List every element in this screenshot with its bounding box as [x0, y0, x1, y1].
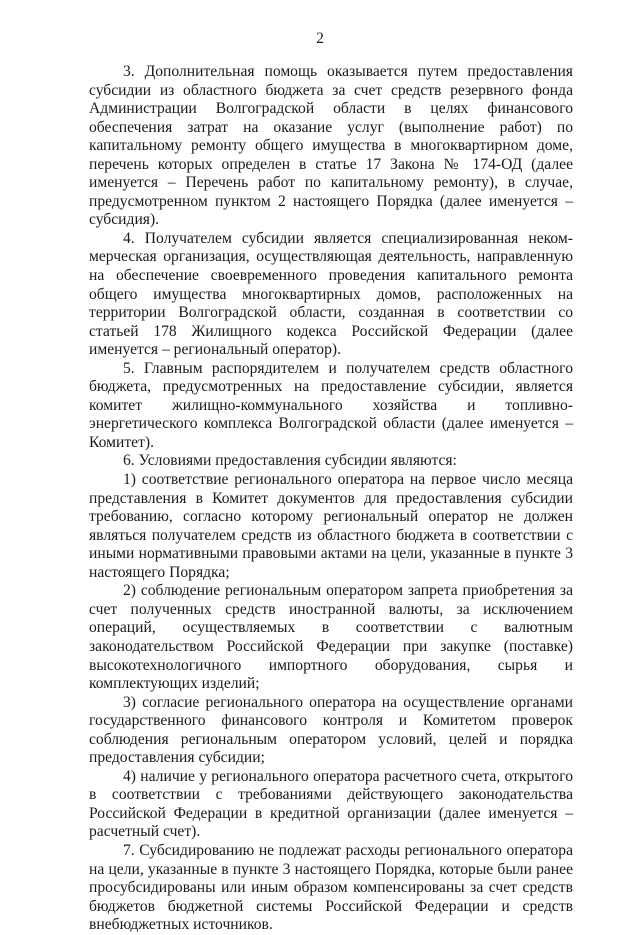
page-number: 2	[316, 30, 324, 47]
paragraph-item-7-excluded-expenses: 7. Субсидированию не подлежат расходы регионального оператора на цели, указанные в пункте 3 настоящего Порядка, которые были ранее просубсидированы или иным образом компенсированы за счет средств бюджетов бюджетной системы Российской Федерации и средств внебюджетных источников.	[89, 841, 573, 934]
paragraph-item-6-conditions-heading: 6. Условиями предоставления субсидии являются:	[123, 452, 457, 470]
paragraph-condition-1: 1) соответствие регионального оператора на первое число месяца представления в Комитет документов для предоставления субсидии требованию, согласно которому региональный оператор не должен являться получателем средств из областного бюджета в соответствии с иными нормативными правовыми актами на цели, указанные в пункте 3 настоящего Порядка;	[89, 471, 573, 581]
paragraph-condition-3: 3) согласие регионального оператора на осуществление органами государственного финансового контроля и Комитетом проверок соблюдения региональным оператором условий, целей и порядка предоставления субсидии;	[89, 693, 573, 767]
paragraph-condition-2: 2) соблюдение региональным оператором запрета приобретения за счет полученных средств иностранной валюты, за исключением операций, осуществляемых в соответствии с валютным законодательством Российской Федерации при закупке (поставке) высокотехнологичного импортного оборудования, сырья и комплектующих изделий;	[89, 582, 573, 693]
paragraph-item-5-chief-administrator: 5. Главным распорядителем и получателем средств областного бюджета, предусмотренных на предоставление субсидии, является комитет жилищно-коммунального хозяйства и топливно-энергетического комплекса Волгоградской области (далее именуется – Комитет).	[89, 359, 573, 451]
paragraph-condition-4: 4) наличие у регионального оператора расчетного счета, открытого в соответствии с требованиями действующего законодательства Российской Федерации в кредитной организации (далее именуется – расчетный счет).	[89, 767, 573, 841]
document-body	[89, 63, 573, 935]
paragraph-item-4-subsidy-recipient: 4. Получателем субсидии является специализированная некоммерческая организация, осуществляющая деятельность, направленную на обеспечение своевременного проведения капитального ремонта общего имущества многоквартирных домов, расположенных на территории Волгоградской области, созданная в соответствии со статьей 178 Жилищного кодекса Российской Федерации (далее именуется – региональный оператор).	[89, 229, 573, 359]
paragraph-item-3-supplementary-aid: 3. Дополнительная помощь оказывается путем предоставления субсидии из областного бюджета за счет средств резервного фонда Администрации Волгоградской области в целях финансового обеспечения затрат на оказание услуг (выполнение работ) по капитальному ремонту общего имущества в многоквартирном доме, перечень которых определен в статье 17 Закона № 174-ОД (далее именуется – Перечень работ по капитальному ремонту), в случае, предусмотренном пунктом 2 настоящего Порядка (далее именуется – субсидия).	[89, 63, 573, 229]
